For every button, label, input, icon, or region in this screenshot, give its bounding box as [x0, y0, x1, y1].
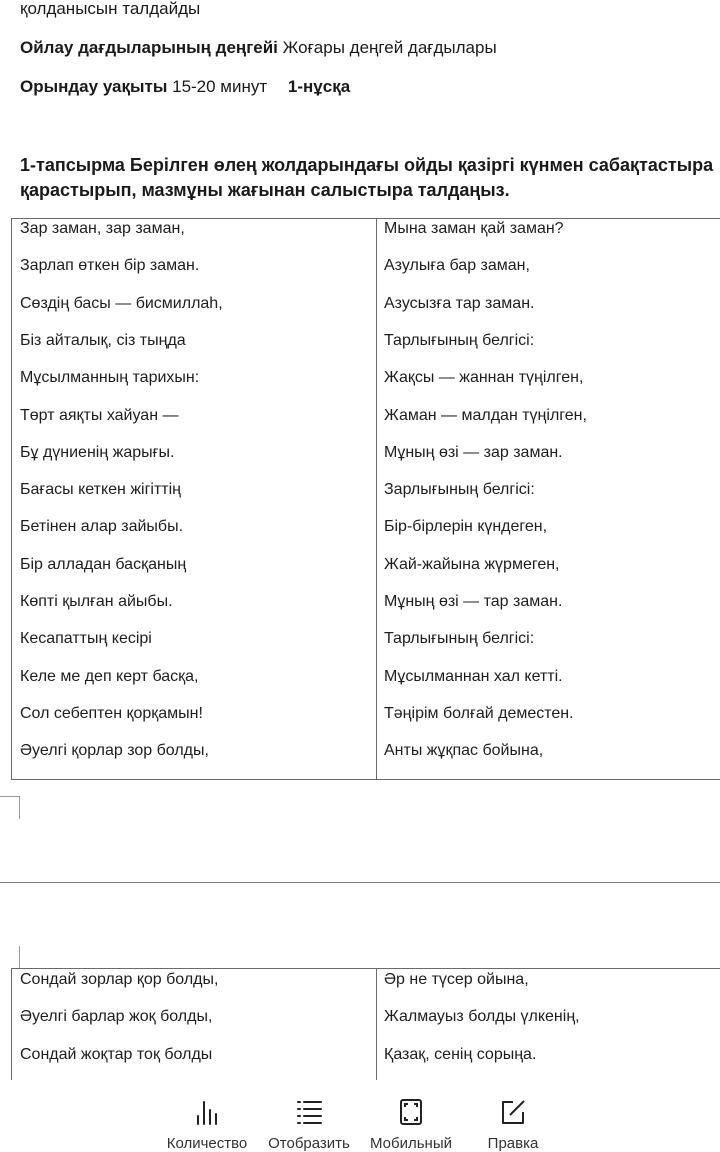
time-row: [20, 77, 350, 97]
page-corner-mark: [0, 796, 20, 819]
list-icon: [295, 1098, 323, 1126]
thinking-level-value: Жоғары деңгей дағдылары: [282, 38, 497, 57]
poem-line-left: Бетінен алар зайыбы.: [20, 518, 184, 536]
bar-chart-icon: [193, 1098, 221, 1126]
page-corner-mark: [19, 946, 20, 968]
poem-line-right: Қазақ, сенің сорыңа.: [384, 1045, 537, 1063]
poem-line-left: Мұсылманның тарихын:: [20, 369, 200, 387]
column-divider: [376, 219, 377, 779]
poem-line-right: Зарлығының белгісі:: [384, 481, 535, 499]
poem-line-right: Тарлығының белгісі:: [384, 331, 535, 349]
time-value: 15-20 минут: [172, 77, 268, 96]
poem-line-right: Жаман — малдан түңілген,: [384, 406, 587, 424]
poem-line-left: Біз айталық, сіз тыңда: [20, 331, 186, 349]
poem-line-left: Сондай жоқтар тоқ болды: [20, 1045, 213, 1063]
thinking-level-label: Ойлау дағдыларының деңгейі: [20, 38, 278, 57]
show-label: Отобразить: [268, 1135, 350, 1152]
poem-line-left: Әуелгі қорлар зор болды,: [20, 742, 209, 760]
poem-line-left: Зарлап өткен бір заман.: [20, 257, 200, 275]
objective-continuation: қолданысын талдайды: [20, 0, 201, 18]
time-label: Орындау уақыты: [20, 77, 168, 96]
poem-line-left: Келе ме деп керт басқа,: [20, 667, 199, 685]
poem-line-right: Анты жұқпас бойына,: [384, 742, 544, 760]
poem-line-left: Зар заман, зар заман,: [20, 220, 185, 237]
edit-button[interactable]: [458, 1080, 568, 1152]
poem-line-right: Мұның өзі — тар заман.: [384, 593, 563, 610]
page-break-line: [0, 882, 720, 883]
mobile-view-label: Мобильный: [370, 1135, 452, 1152]
poem-line-right: Мұсылманнан хал кетті.: [384, 667, 563, 685]
bottom-toolbar: [0, 1080, 720, 1152]
poem-line-left: Бұ дүниенің жарығы.: [20, 443, 175, 461]
poem-line-right: Азулыға бар заман,: [384, 257, 530, 275]
word-count-label: Количество: [166, 1135, 248, 1152]
edit-icon: [499, 1098, 527, 1126]
poem-line-right: Жалмауыз болды үлкенің,: [384, 1008, 580, 1026]
poem-line-left: Сондай зорлар қор болды,: [20, 971, 219, 988]
poem-line-right: Жай-жайына жүрмеген,: [384, 555, 560, 573]
poem-line-left: Бір алладан басқаның: [20, 555, 187, 573]
mobile-view-icon: [397, 1098, 425, 1126]
task-1-heading: 1-тапсырма Берілген өлең жолдарындағы ойды қазіргі күнмен сабақтастыра қарастырып, мазмұны жағынан салыстыра талдаңыз.: [20, 155, 714, 200]
poem-line-right: Азусызға тар заман.: [384, 294, 535, 312]
poem-line-right: Жақсы — жаннан түңілген,: [384, 369, 584, 387]
variant-label: 1-нұсқа: [287, 77, 351, 96]
poem-line-left: Сол себептен қорқамын!: [20, 704, 203, 722]
poem-line-right: Мұның өзі — зар заман.: [384, 443, 563, 461]
poem-line-left: Бағасы кеткен жігіттің: [20, 481, 182, 499]
poem-line-left: Көпті қылған айыбы.: [20, 593, 173, 610]
poem-table-continued: [11, 968, 720, 1098]
poem-line-right: Бір-бірлерін күндеген,: [384, 518, 548, 536]
column-divider: [376, 969, 377, 1098]
poem-line-left: Сөздің басы — бисмиллаһ,: [20, 294, 223, 312]
poem-table: [11, 218, 720, 780]
poem-line-right: Әр не түсер ойына,: [384, 971, 529, 988]
poem-line-right: Мына заман қай заман?: [384, 220, 564, 237]
poem-line-left: Әуелгі барлар жоқ болды,: [20, 1008, 213, 1026]
edit-label: Правка: [487, 1135, 539, 1152]
thinking-level-row: [20, 38, 497, 58]
poem-line-left: Кесапаттың кесірі: [20, 630, 152, 648]
poem-line-right: Тарлығының белгісі:: [384, 630, 535, 648]
poem-line-right: Тәңірім болғай деместен.: [384, 704, 574, 722]
poem-line-left: Төрт аяқты хайуан —: [20, 406, 179, 424]
